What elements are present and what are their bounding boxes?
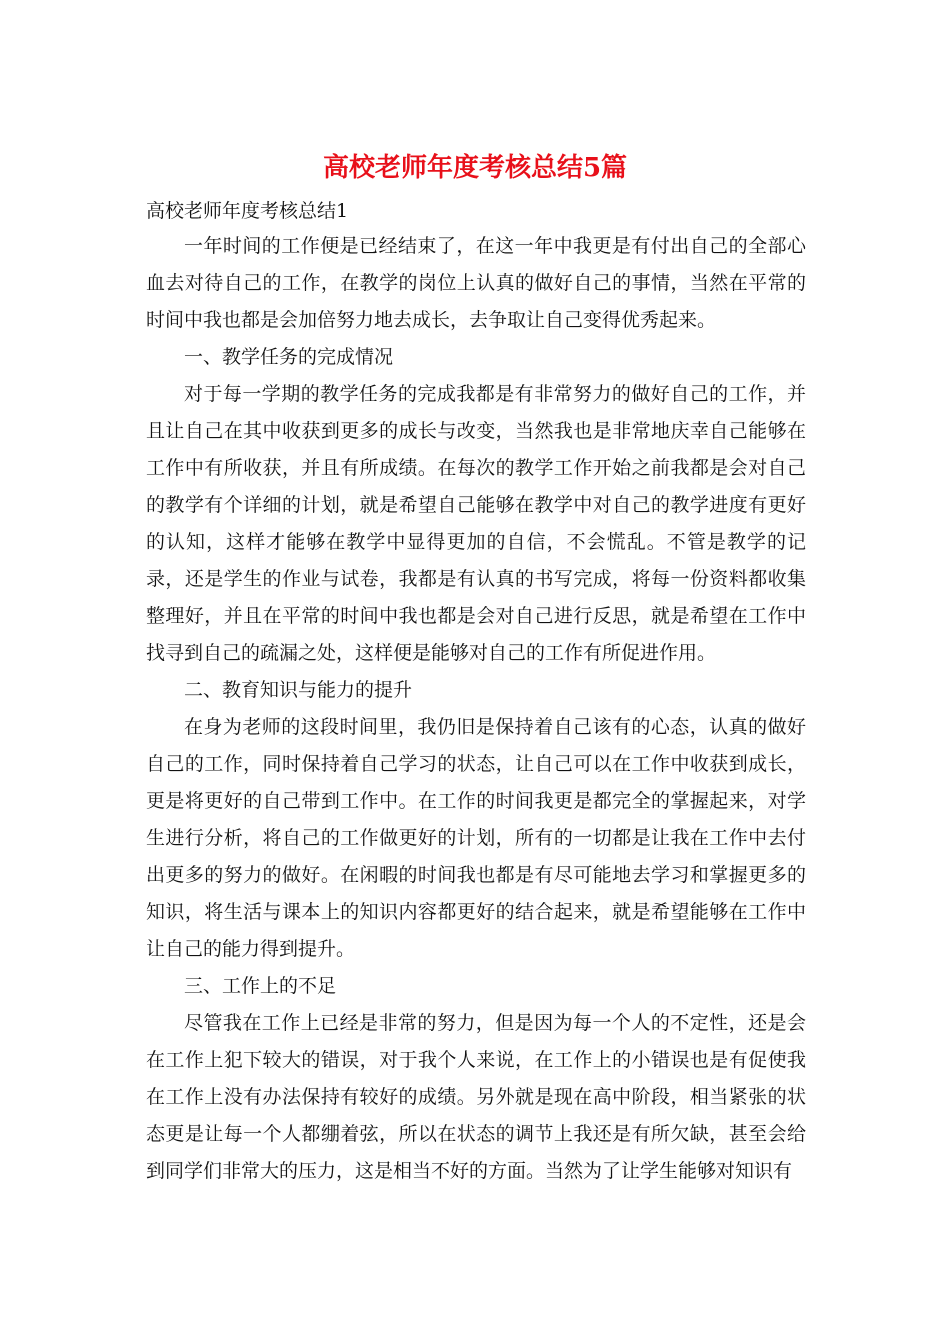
paragraph-knowledge-ability: 在身为老师的这段时间里，我仍旧是保持着自己该有的心态，认真的做好自己的工作，同时保持着自己学习的状态，让自己可以在工作中收获到成长，更是将更好的自己带到工作中。在工作的时间我更是都完全的掌握起来，对学生进行分析，将自己的工作做更好的计划，所有的一切都是让我在工作中去付出更多的努力的做好。在闲暇的时间我也都是有尽可能地去学习和掌握更多的知识，将生活与课本上的知识内容都更好的结合起来，就是希望能够在工作中让自己的能力得到提升。 [146, 716, 806, 960]
heading-teaching-tasks: 一、教学任务的完成情况 [184, 346, 394, 368]
document-title: 高校老师年度考核总结5篇 [322, 153, 628, 183]
paragraph-teaching-tasks: 对于每一学期的教学任务的完成我都是有非常努力的做好自己的工作，并且让自己在其中收获到更多的成长与改变，当然我也是非常地庆幸自己能够在工作中有所收获，并且有所成绩。在每次的教学工作开始之前我都是会对自己的教学有个详细的计划，就是希望自己能够在教学中对自己的教学进度有更好的认知，这样才能够在教学中显得更加的自信，不会慌乱。不管是教学的记录，还是学生的作业与试卷，我都是有认真的书写完成，将每一份资料都收集整理好，并且在平常的时间中我也都是会对自己进行反思，就是希望在工作中找寻到自己的疏漏之处，这样便是能够对自己的工作有所促进作用。 [146, 383, 806, 664]
section-subtitle: 高校老师年度考核总结1 [146, 200, 349, 222]
heading-shortcomings: 三、工作上的不足 [184, 975, 337, 997]
paragraph-intro: 一年时间的工作便是已经结束了，在这一年中我更是有付出自己的全部心血去对待自己的工作，在教学的岗位上认真的做好自己的事情，当然在平常的时间中我也都是会加倍努力地去成长，去争取让自己变得优秀起来。 [146, 235, 806, 331]
document-body [146, 194, 806, 1190]
heading-knowledge-ability: 二、教育知识与能力的提升 [184, 679, 413, 701]
paragraph-shortcomings: 尽管我在工作上已经是非常的努力，但是因为每一个人的不定性，还是会在工作上犯下较大的错误，对于我个人来说，在工作上的小错误也是有促使我在工作上没有办法保持有较好的成绩。另外就是现在高中阶段，相当紧张的状态更是让每一个人都绷着弦，所以在状态的调节上我还是有所欠缺，甚至会给到同学们非常大的压力，这是相当不好的方面。当然为了让学生能够对知识有 [146, 1012, 806, 1182]
